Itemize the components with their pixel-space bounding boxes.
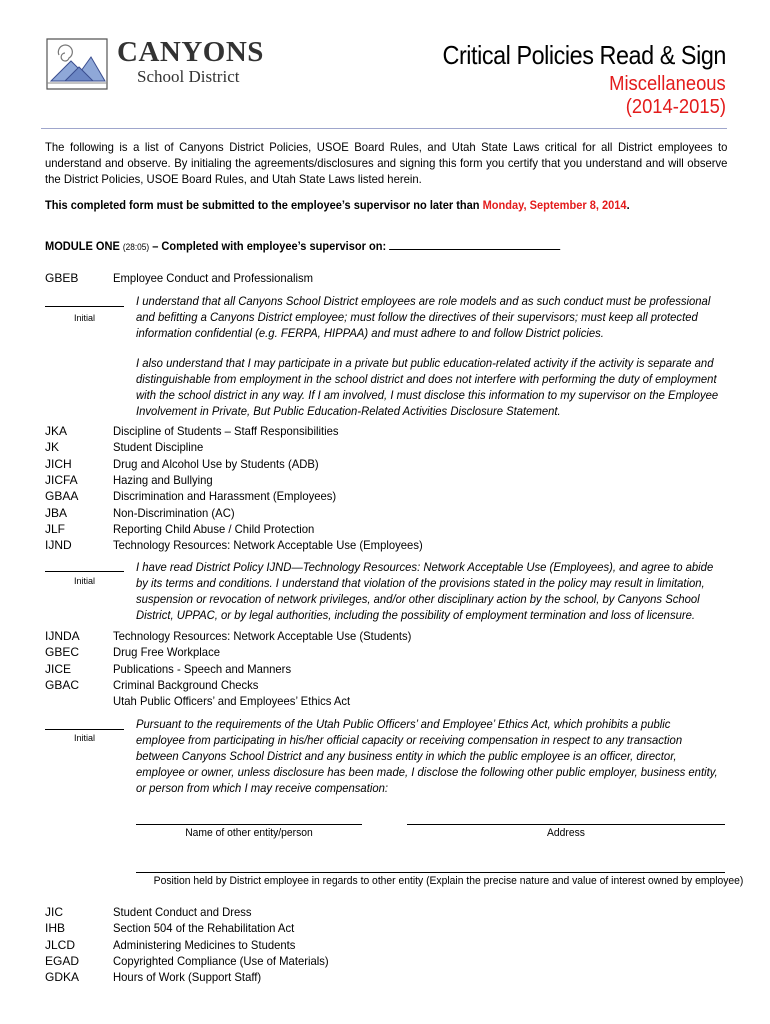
policy-name: Discipline of Students – Staff Responsibilities [113, 424, 339, 438]
policy-code: IJND [45, 538, 72, 553]
policy-code: JLF [45, 521, 66, 536]
form-year: (2014-2015) [625, 96, 726, 118]
policy-name: Hazing and Bullying [113, 472, 213, 487]
header-divider [41, 128, 727, 129]
initial-field-3[interactable] [45, 729, 124, 730]
initial-label-1: Initial [73, 313, 95, 323]
module-time: (28:05) [122, 242, 150, 252]
policy-code: IJNDA [45, 629, 80, 643]
policy-code: JICH [45, 456, 72, 471]
deadline-date: Monday, September 8, 2014 [482, 198, 627, 212]
entity-name-field[interactable] [136, 824, 362, 825]
policy-name: Technology Resources: Network Acceptable Use (Employees) [113, 538, 423, 553]
form-subtitle: Miscellaneous [609, 73, 726, 95]
initial-field-2[interactable] [45, 571, 124, 572]
policy-name: Non-Discrimination (AC) [113, 505, 235, 520]
position-field[interactable] [136, 872, 725, 873]
policy-code: JKA [45, 424, 68, 438]
address-label: Address [547, 827, 585, 839]
module-text: – Completed with employee’s supervisor on: [149, 239, 387, 253]
policy-name: Copyrighted Compliance (Use of Materials) [113, 953, 329, 968]
policy-code: JICE [45, 661, 72, 676]
initial-label-3: Initial [73, 733, 95, 743]
outside-activity-statement: I also understand that I may participate in a private but public education-related activity if the activity is separate and distinguishable from employment in the school district and does not interfere with performing the duty of employment with the school district in any way. If I am involved, I must disclose this information to my supervisor on the Employee Involvement in Private, But Public Education-Related Activities Disclosure Statement. [136, 356, 719, 418]
policy-name: Employee Conduct and Professionalism [113, 271, 314, 285]
policy-name: Drug Free Workplace [113, 645, 220, 660]
policy-code: JIC [45, 905, 63, 919]
form-title: Critical Policies Read & Sign [442, 40, 726, 70]
ethics-disclosure-statement: Pursuant to the requirements of the Utah Public Officers’ and Employee’ Ethics Act, which prohibits a public employee from participating in his/her official capacity or receiving compensation in respect to any transaction between Canyons School District and any business entity in which the public employee is an officer, director, employee or owner, unless disclosure has been made, I disclose the following other public employer, business entity, or person from which I may receive compensation: [136, 717, 718, 795]
policy-name: Publications - Speech and Manners [113, 661, 292, 676]
conduct-statement: I understand that all Canyons School District employees are role models and as such conduct must be professional and befitting a Canyons District employee; must follow the directives of their supervisors; must keep all protected information confidential (e.g. FERPA, HIPPAA) and must adhere to and follow District policies. [136, 294, 711, 340]
policy-code: GBAA [45, 489, 79, 504]
deadline-notice [45, 198, 630, 212]
position-label: Position held by District employee in regards to other entity (Explain the precise nature and value of interest owned by employee) [153, 875, 744, 887]
logo-subtitle: School District [137, 67, 240, 86]
policy-name: Hours of Work (Support Staff) [113, 970, 262, 985]
policy-code: JBA [45, 505, 68, 520]
policy-name: Criminal Background Checks [113, 677, 259, 692]
policy-name: Technology Resources: Network Acceptable Use (Students) [113, 629, 412, 643]
policy-name: Student Discipline [113, 440, 204, 455]
policy-code: JLCD [45, 937, 76, 952]
policy-name: Drug and Alcohol Use by Students (ADB) [113, 456, 319, 471]
policy-name: Section 504 of the Rehabilitation Act [113, 921, 295, 936]
policy-code: IHB [45, 921, 66, 936]
policy-code: JICFA [45, 472, 78, 487]
policy-name: Discrimination and Harassment (Employees) [113, 489, 337, 504]
policy-name: Administering Medicines to Students [113, 937, 296, 952]
policy-name: Reporting Child Abuse / Child Protection [113, 521, 315, 536]
initial-field-1[interactable] [45, 306, 124, 307]
deadline-suffix: . [626, 198, 630, 212]
policy-code: GBEC [45, 645, 80, 660]
policy-code: GBEB [45, 271, 79, 285]
policy-name: Student Conduct and Dress [113, 905, 252, 919]
policy-code: EGAD [45, 953, 80, 968]
entity-name-label: Name of other entity/person [185, 827, 313, 839]
logo-name: CANYONS [117, 36, 264, 68]
initial-label-2: Initial [73, 576, 95, 586]
network-use-statement: I have read District Policy IJND—Technology Resources: Network Acceptable Use (Employees), and agree to abide by its terms and conditions. I understand that violation of the provisions stated in the policy may result in limitation, suspension or revocation of network privileges, and/or other disciplinary action by the school, by Canyons School District, UPPAC, or by legal authorities, including the possibility of employment termination and loss of licensure. [136, 560, 714, 622]
address-field[interactable] [407, 824, 725, 825]
policy-name: Utah Public Officers’ and Employees’ Ethics Act [113, 694, 351, 709]
intro-paragraph: The following is a list of Canyons District Policies, USOE Board Rules, and Utah State Laws critical for all District employees to understand and observe. By initialing the agreements/disclosures and signing this form you certify that you understand and will observe the District Policies, USOE Board Rules, and Utah State Laws listed herein. [45, 140, 728, 186]
supervisor-date-field[interactable] [389, 239, 560, 250]
deadline-prefix: This completed form must be submitted to the employee’s supervisor no later than [45, 198, 483, 212]
policy-code: GDKA [45, 970, 80, 985]
module-heading [45, 239, 560, 253]
module-label: MODULE ONE [45, 239, 120, 253]
policy-code: JK [45, 440, 60, 455]
policy-code: GBAC [45, 677, 80, 692]
